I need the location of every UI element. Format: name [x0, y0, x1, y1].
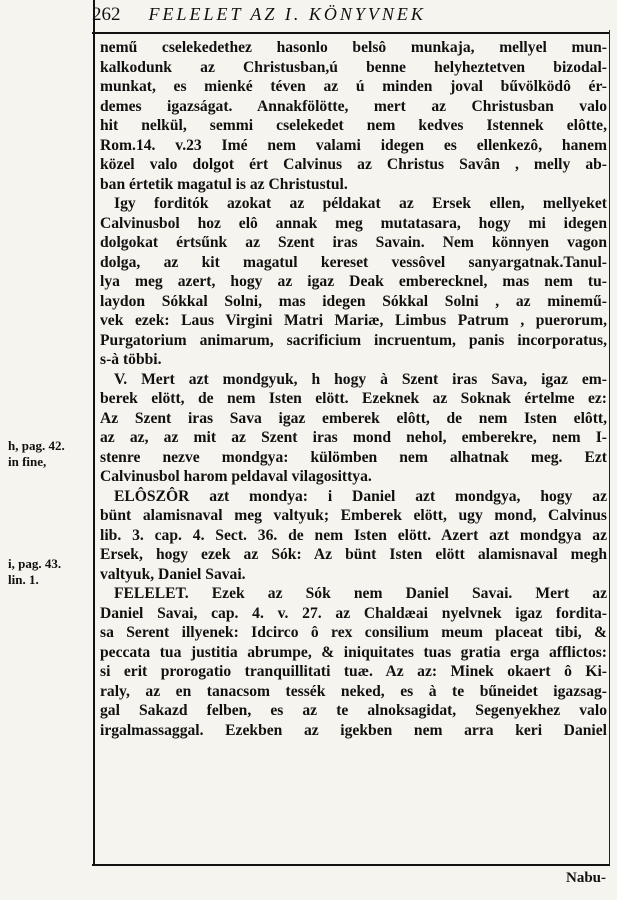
text-line: Ersek, hogy ezek az Sók: Az bünt Isten elött alamisnaval megh [100, 546, 607, 563]
text-line: ELÔSZÔR azt mondya: i Daniel azt mondgya, hogy az [114, 487, 607, 505]
text-line: si erit prorogatio tranquillitati tuæ. Az az: Minek okaert ô Ki- [100, 663, 607, 680]
text-line: dolga, az kit magatul kereset vessôvel sanyargatnak.Tanul- [100, 253, 607, 271]
running-title: FELELET AZ I. KÖNYVNEK [148, 4, 426, 24]
text-line: Calvinusbol hoz elô annak meg mutatasara, hogy mi idegen [100, 214, 607, 232]
margin-note [8, 556, 92, 588]
text-line: V. Mert azt mondgyuk, h hogy à Szent iras Sava, igaz em- [114, 370, 607, 388]
text-line: s-à többi. [100, 351, 162, 368]
text-line: Calvinusbol harom peldaval vilagosittya. [100, 468, 372, 485]
catchword: Nabu- [566, 870, 607, 886]
text-line: Daniel Savai, cap. 4. v. 27. az Chaldæai nyelvnek igaz fordita- [100, 604, 607, 622]
text-line: peccata tua justitia abrumpe, & iniquitates tuas gratia erga afflictos: [100, 643, 607, 661]
text-line: gal Sakazd felben, es az te alnoksagidat, Segenyekhez valo [100, 702, 607, 719]
text-line: közel valo dolgot ért Calvinus az Christus Savân , melly ab- [100, 156, 607, 173]
margin-note-line: h, pag. 42. [8, 438, 65, 453]
text-line: sa Serent illyenek: Idcirco ô rex consilium meum placeat tibi, & [100, 624, 607, 641]
text-line: nemű cselekedethez hasonlo belsô munkaja, mellyel mun- [100, 39, 607, 56]
text-line: stenre nezve mondgya: külömben nem alhatnak meg. Ezt [100, 448, 607, 466]
text-line: irgalmassaggal. Ezekben az igekben nem arra keri Daniel [100, 721, 607, 739]
bottom-rule [92, 864, 610, 866]
text-line: demes igazságat. Annakfölötte, mert az Christusban valo [100, 97, 607, 115]
text-line: lib. 3. cap. 4. Sect. 36. de nem Isten elött. Azert azt mondgya az [100, 526, 607, 544]
text-line: lya meg azert, hogy az igaz Deak emberecknel, mas nem tu- [100, 273, 607, 290]
text-line: Az Szent iras Sava igaz emberek elôtt, de nem Isten elôtt, [100, 409, 607, 427]
text-line: munkat, es mienké téven az ú minden joval bűvölködô ér- [100, 78, 607, 95]
margin-note [8, 438, 92, 470]
text-line: bünt alamisnaval meg valtyuk; Emberek elött, ugy mond, Calvinus [100, 507, 607, 524]
text-line: ban értetik magatul is az Christustul. [100, 175, 348, 193]
text-line: Igy forditók azokat az példakat az Ersek ellen, mellyeket [114, 195, 607, 212]
margin-note-line: lin. 1. [8, 572, 39, 587]
top-rule [92, 32, 610, 34]
text-line: kalkodunk az Christusban,ú benne helyheztetven bizodal- [100, 58, 607, 76]
text-line: az az, az mit az Szent iras mond nehol, emberekre, nem I- [100, 429, 607, 446]
text-line: berek elött, de nem Isten elött. Ezeknek az Soknak értelme ez: [100, 390, 607, 407]
text-line: valtyuk, Daniel Savai. [100, 565, 246, 583]
main-text-block [100, 38, 607, 740]
text-line: hit nelkül, semmi cselekedet nem kedves Istennek elôtte, [100, 117, 607, 134]
text-line: Rom.14. v.23 Imé nem valami idegen es ellenkezô, hanem [100, 136, 607, 154]
margin-note-line: i, pag. 43. [8, 556, 62, 571]
text-line: laydon Sókkal Solni, mas idegen Sókkal Solni , az minemű- [100, 292, 607, 310]
margin-note-line: in fine, [8, 454, 47, 469]
text-line: FELELET. Ezek az Sók nem Daniel Savai. Mert az [114, 585, 607, 602]
text-line: vek ezek: Laus Virgini Matri Mariæ, Limbus Patrum , puerorum, [100, 312, 607, 329]
left-rule [93, 0, 95, 865]
text-line: dolgokat értsűnk az Szent iras Savain. Nem könnyen vagon [100, 234, 607, 251]
running-head [92, 4, 607, 30]
right-rule [609, 30, 610, 865]
text-line: Purgatorium animarum, sacrificium incruentum, panis incorporatus, [100, 331, 607, 349]
page-number: 262 [92, 4, 121, 25]
text-line: raly, az en tanacsom tessék neked, es à te bűneidet igazsag- [100, 682, 607, 700]
